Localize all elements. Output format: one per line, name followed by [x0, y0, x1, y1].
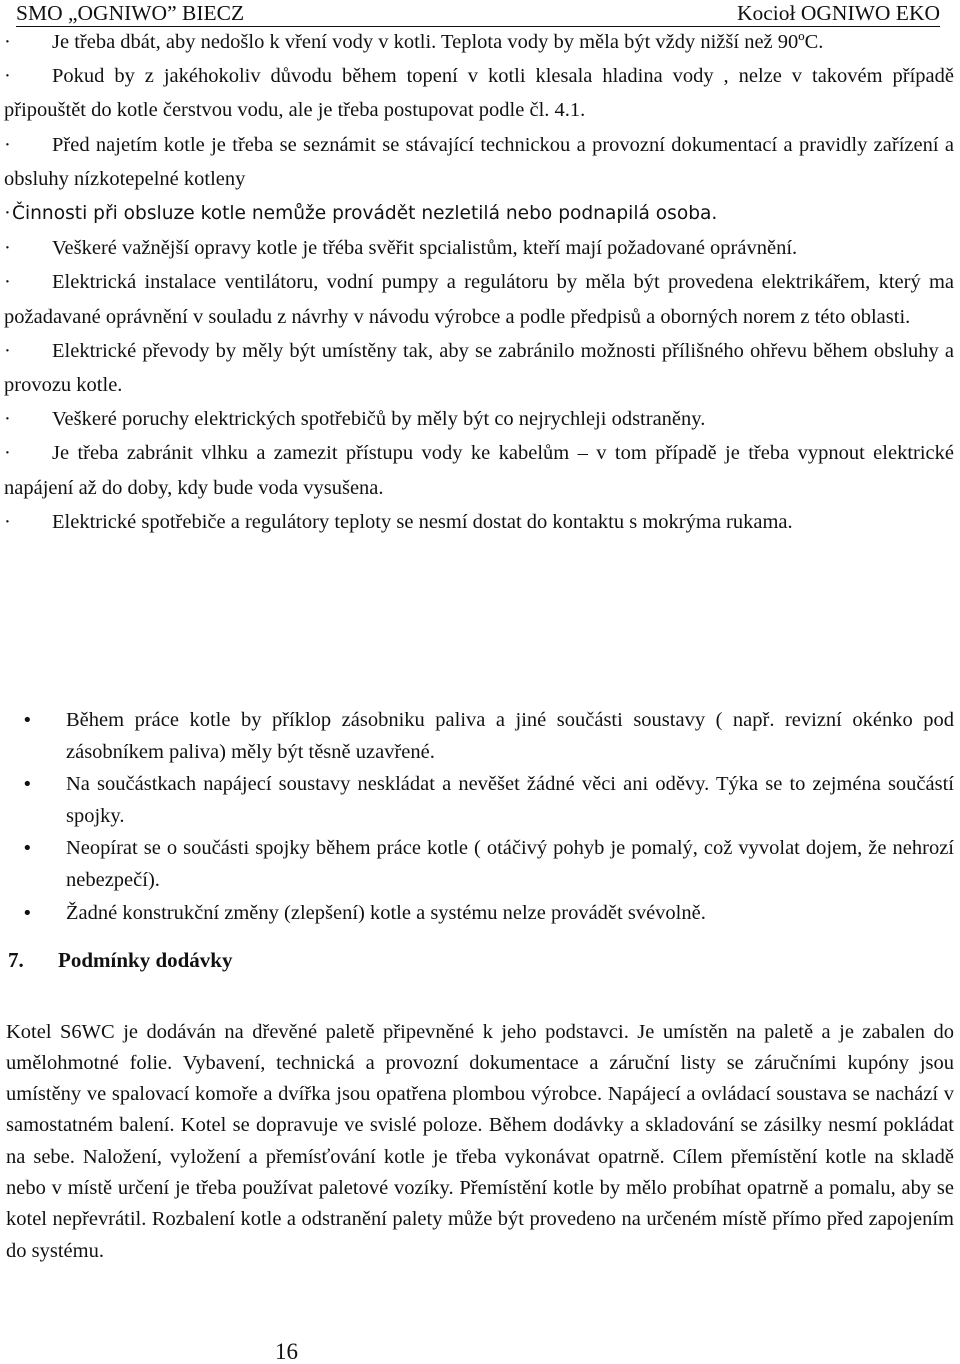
dot-marker: · [4, 510, 11, 533]
dot-marker: · [4, 271, 11, 294]
delivery-paragraph: Kotel S6WC je dodáván na dřevěné paletě připevněné k jeho podstavci. Je umístěn na paletě a je zabalen do umělohmotné folie. Vybavení, technická a provozní dokumentace a záruční listy se záručními kupóny jsou umístěny ve spalovací komoře a dvířka jsou opatřena plombou výrobce. Napájecí a ovládací soustava se nachází v samostatném balení. Kotel se dopravuje ve svislé poloze. Během dodávky a skladování se zásilky nesmí pokládat na sebe. Naložení, vyložení a přemísťování kotle je třeba vykonávat opatrně. Cílem přemístění kotle na skladě nebo v místě určení je třeba používat paletové vozíky. Přemístění kotle by mělo probíhat opatrně a pomalu, aby se kotel nepřevrátil. Rozbalení kotle a odstranění palety může být provedeno na určeném místě přímo před zapojením do systému. [6, 1020, 954, 1262]
page-number: 16 [275, 1339, 298, 1364]
list-item [20, 769, 954, 832]
paragraph-text: Před najetím kotle je třeba se seznámit se stávající technickou a provozní dokumentací a pravidly zařízení a obsluhy nízkotepelné kotleny [4, 133, 954, 190]
paragraph-text: Je třeba zabránit vlhku a zamezit přístupu vody ke kabelům – v tom případě je třeba vypnout elektrické napájení až do doby, kdy bude voda vysušena. [4, 442, 954, 499]
bullet-list [20, 705, 954, 930]
paragraph-text: Veškeré važnější opravy kotle je třéba svěřit spcialistům, kteří mají požadované oprávnění. [52, 237, 798, 260]
instruction-paragraph [4, 25, 954, 59]
instruction-paragraph [4, 505, 954, 539]
section-heading [8, 942, 232, 978]
list-item [20, 833, 954, 896]
paragraph-text: Činnosti při obsluze kotle nemůže provádět nezletilá nebo podnapilá osoba. [12, 203, 718, 225]
instruction-paragraph [4, 334, 954, 402]
paragraph-text: Elektrické převody by měly být umístěny tak, aby se zabránilo možnosti přílišného ohřevu během obsluhy a provozu kotle. [4, 339, 954, 397]
header-company: SMO „OGNIWO” BIECZ [16, 1, 245, 25]
instruction-paragraph [4, 436, 954, 504]
instruction-paragraph [4, 265, 954, 333]
safety-instructions [4, 25, 954, 539]
dot-marker: · [4, 339, 11, 362]
list-item [20, 898, 954, 930]
dot-marker: · [4, 31, 11, 53]
dot-marker: · [4, 408, 11, 431]
page-header [16, 0, 940, 27]
dot-marker: · [4, 442, 11, 465]
list-item-text: Neopírat se o součásti spojky během práce kotle ( otáčivý pohyb je pomalý, což vyvolat dojem, že nehrozí nebezpečí). [66, 837, 954, 892]
instruction-paragraph [4, 59, 954, 127]
instruction-paragraph [4, 196, 954, 231]
paragraph-text: Elektrická instalace ventilátoru, vodní pumpy a regulátoru by měla být provedena elektrikářem, který ma požadavané oprávnění v souladu z návrhy v návodu výrobce a podle předpisů a oborných norem z této oblasti. [4, 271, 954, 328]
paragraph-text: Veškeré poruchy elektrických spotřebičů by měly být co nejrychleji odstraněny. [52, 408, 706, 431]
dot-marker: · [4, 237, 11, 260]
dot-marker: · [4, 202, 11, 225]
instruction-paragraph [4, 402, 954, 436]
dot-marker: · [4, 133, 11, 156]
dot-marker: · [4, 65, 11, 88]
bullet-icon: • [22, 710, 33, 731]
section-title: Podmínky dodávky [58, 948, 233, 972]
paragraph-text: Je třeba dbát, aby nedošlo k vření vody v kotli. Teplota vody by měla být vždy nižší než 90ºC. [52, 31, 824, 53]
list-item [20, 705, 954, 768]
paragraph-text: Pokud by z jakéhokoliv důvodu během topení v kotli klesala hladina vody , nelze v takovém případě připouštět do kotle čerstvou vodu, ale je třeba postupovat podle čl. 4.1. [4, 65, 954, 122]
section-number: 7. [8, 948, 24, 972]
paragraph-text: Elektrické spotřebiče a regulátory teploty se nesmí dostat do kontaktu s mokrýma rukama. [52, 510, 793, 533]
bullet-icon: • [22, 902, 33, 924]
header-product: Kocioł OGNIWO EKO [736, 1, 940, 25]
instruction-paragraph [4, 128, 954, 196]
list-item-text: Žadné konstrukční změny (zlepšení) kotle a systému nelze provádět svévolně. [66, 901, 706, 924]
bullet-icon: • [22, 838, 33, 860]
list-item-text: Na součástkach napájecí soustavy neskládat a nevěšet žádné věci ani oděvy. Týka se to zejména součástí spojky. [66, 773, 954, 827]
list-item-text: Během práce kotle by příklop zásobniku paliva a jiné součásti soustavy ( např. revizní okénko pod zásobníkem paliva) měly být těsně uzavřené. [66, 709, 954, 763]
bullet-icon: • [22, 774, 33, 796]
instruction-paragraph [4, 231, 954, 265]
